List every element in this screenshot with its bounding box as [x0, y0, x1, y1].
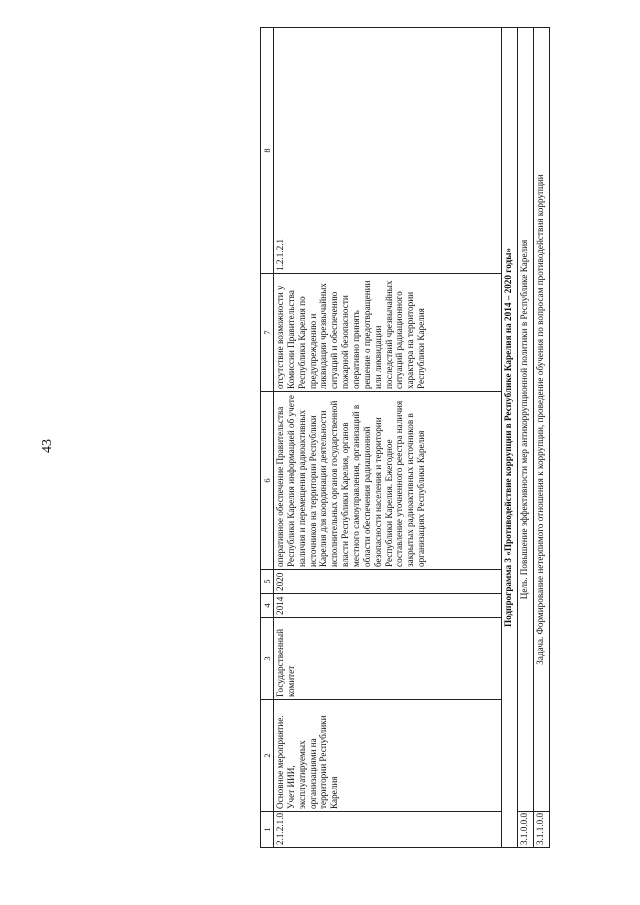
indicator-link: 1.2.1.2.1	[274, 28, 502, 274]
header-cell-7: 7	[261, 274, 274, 392]
header-cell-5: 5	[261, 570, 274, 594]
row-number: 2.1.2.1.0.	[274, 812, 502, 848]
header-cell-2: 2	[261, 700, 274, 812]
task-number: 3.1.1.0.0.	[534, 812, 550, 848]
goal-text: Цель. Повышение эффективности мер антикоррупционной политики в Республике Карелия	[518, 28, 534, 812]
year-end: 2020	[274, 570, 502, 594]
executor: Государственный комитет	[274, 618, 502, 700]
header-cell-1: 1	[261, 812, 274, 848]
header-cell-4: 4	[261, 594, 274, 618]
program-table	[260, 27, 550, 848]
goal-number: 3.1.0.0.0.	[518, 812, 534, 848]
goal-row	[518, 28, 534, 848]
header-cell-8: 8	[261, 28, 274, 274]
activity-name: Основное мероприятие. Учет ИИИ, эксплуатируемых организациями на территории Республики Карелия	[274, 700, 502, 812]
header-cell-6: 6	[261, 392, 274, 570]
risk-consequence: отсутствие возможности у Комиссии Правительства Республики Карелия по предупреждению и ликвидации чрезвычайных ситуаций и обеспечению пожарной безопасности оперативно принять решение о предотвращении или ликвидации последствий чрезвычайных ситуаций радиационного характера на территории Республики Карелия	[274, 274, 502, 392]
header-row	[261, 28, 274, 848]
header-cell-3: 3	[261, 618, 274, 700]
expected-result: оперативное обеспечение Правительства Республики Карелия информацией об учете наличия и перемещения радиоактивных источников на территории Республики Карелия для координации деятельности исполнительных органов государственной власти Республики Карелия, органов местного самоуправления, организаций в области обеспечения радиационной безопасности населения и территории Республики Карелия. Ежегодное составление уточненного реестра наличия закрытых радиоактивных источников в организациях Республики Карелия	[274, 392, 502, 570]
task-row	[534, 28, 550, 848]
subprogram-row	[502, 28, 518, 848]
task-text: Задача. Формирование нетерпимого отношения к коррупции, проведение обучения по вопросам противодействия коррупции	[534, 28, 550, 812]
page-number: 43	[40, 439, 55, 453]
rotated-table-area	[260, 28, 610, 848]
subprogram-title: Подпрограмма 3 «Противодействие коррупции в Республике Карелия на 2014 – 2020 годы»	[502, 28, 518, 848]
landscape-table-wrapper	[260, 28, 610, 848]
table-row	[274, 28, 502, 848]
year-start: 2014	[274, 594, 502, 618]
